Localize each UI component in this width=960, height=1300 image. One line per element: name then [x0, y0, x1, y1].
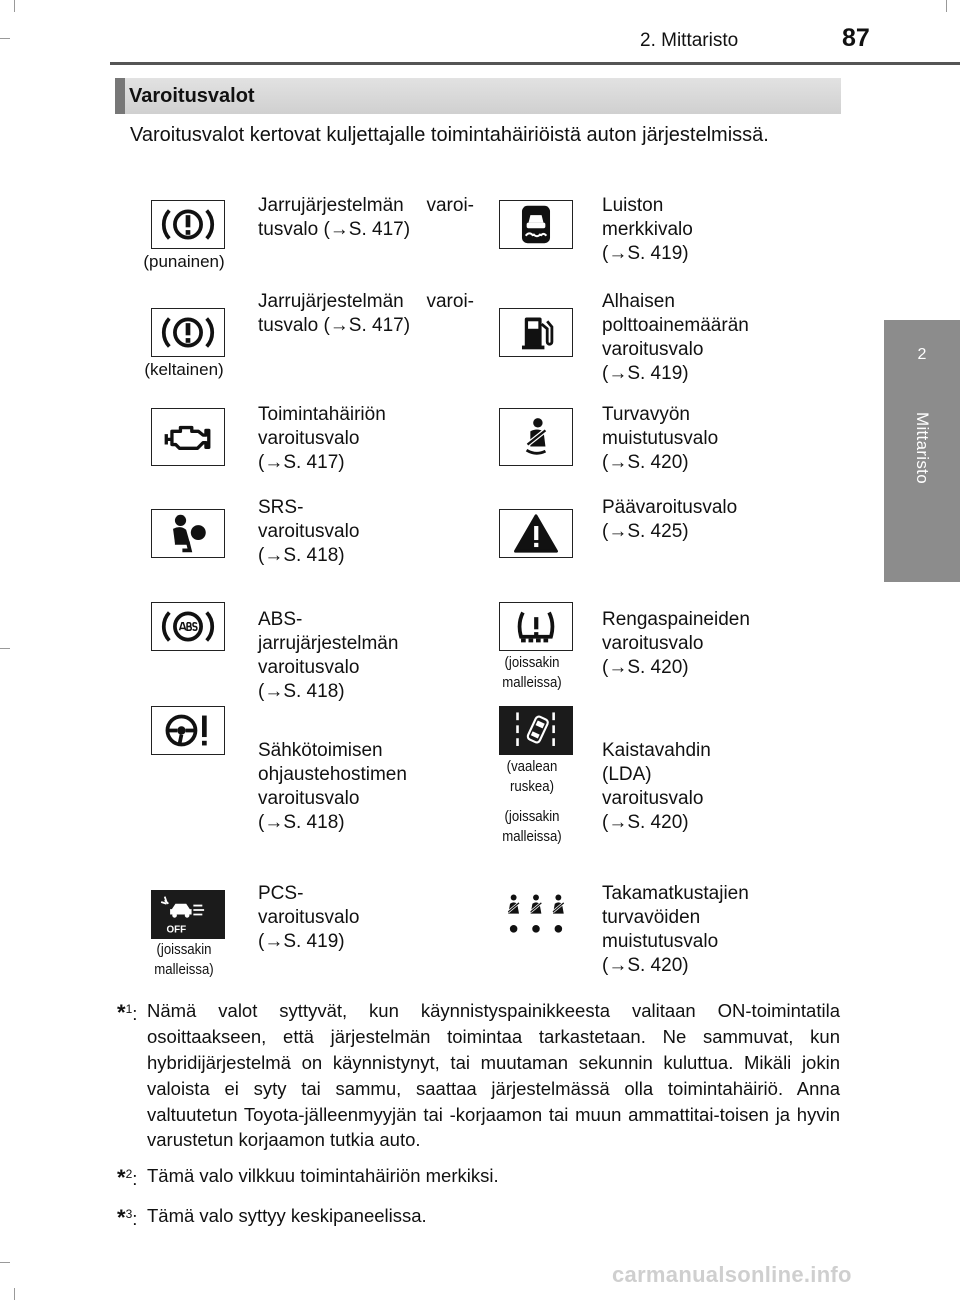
description-line: (→S. 418): [258, 545, 345, 567]
description-line: tusvalo (→S. 417): [258, 219, 411, 241]
description-line: varoitusvalo (→S. 420): [602, 633, 704, 679]
description-line: ABS-jarrujärjestelmän: [258, 609, 399, 655]
description-line: varoitusvalo (→S. 417): [258, 428, 360, 474]
description-line: Toimintahäiriön: [258, 404, 386, 425]
crop-mark: [14, 1288, 15, 1300]
indicator-description: [602, 608, 750, 680]
crop-mark: [0, 38, 10, 39]
intro-text: Varoitusvalot kertovat kuljettajalle toimintahäiriöistä auton järjestelmissä.: [130, 124, 769, 146]
description-line: muistutusvalo (→S. 420): [602, 931, 719, 977]
indicator-note: (keltainen): [144, 360, 224, 379]
description-line: varoitusvalo (→S. 420): [602, 788, 704, 834]
description-line: Alhaisen: [602, 291, 675, 312]
footnote-3: [117, 1203, 840, 1229]
indicator-description: [258, 882, 359, 954]
master-warning-icon: [499, 509, 573, 558]
chapter-tab: [884, 320, 960, 582]
indicator-description: [258, 608, 398, 705]
description-line: (→S. 419): [258, 931, 345, 953]
description-line: turvavöiden: [602, 907, 701, 929]
indicator-description: [602, 403, 718, 475]
brake-warning-icon: [151, 308, 225, 357]
indicator-note: (punainen): [143, 252, 225, 271]
tire-pressure-icon: [499, 602, 573, 651]
description-line: Jarrujärjestelmän varoi-: [258, 291, 474, 312]
footnote-marker: *$^3$:: [117, 1205, 138, 1230]
description-line: ohjaustehostimen: [258, 764, 407, 786]
section-heading: [115, 78, 841, 114]
crop-mark: [946, 0, 947, 12]
indicator-description: [258, 496, 359, 568]
engine-check-icon: [151, 408, 225, 466]
footnote-text: Nämä valot syttyvät, kun käynnistyspainikkeesta valitaan ON-toimintatila osoittaakseen, että järjestelmän toimintaa tarkastetaan. Ne sammuvat, kun hybridijärjestelmä on käynnistynyt, tai muutaman sekunnin kuluttua. Mikäli jokin valoista ei syty tai sammu, saattaa järjestelmässä olla toimintahäiriö. Anna valtuutetun Toyota-jälleenmyyjän tai -korjaamon tai muun ammattitai-toisen ja hyvin varustetun korjaamon tutkia auto.: [147, 1000, 840, 1151]
description-line: varoitusvalo (→S. 418): [258, 657, 360, 703]
description-line: Turvavyön: [602, 404, 690, 425]
chapter-number: 2: [917, 346, 927, 363]
lane-departure-icon: [499, 706, 573, 755]
slip-indicator-icon: [499, 200, 573, 249]
description-line: Kaistavahdin (LDA): [602, 740, 711, 786]
seatbelt-icon: [499, 408, 573, 466]
srs-airbag-icon: [151, 509, 225, 558]
section-title: Varoitusvalot: [129, 85, 255, 107]
indicator-description: [602, 496, 737, 544]
description-line: Jarrujärjestelmän varoi-: [258, 195, 474, 216]
description-line: varoitusvalo (→S. 419): [602, 339, 704, 385]
page-number: 87: [842, 24, 870, 52]
indicator-description: [602, 882, 749, 979]
crop-mark: [0, 648, 10, 649]
indicator-description: [258, 403, 386, 475]
description-line: tusvalo (→S. 417): [258, 315, 411, 337]
footnote-2: [117, 1163, 840, 1189]
abs-icon: [151, 602, 225, 651]
description-line: Takamatkustajien: [602, 883, 749, 904]
indicator-note: (joissakin malleissa): [502, 654, 562, 691]
indicator-description: [602, 739, 711, 836]
description-line: varoitusvalo (→S. 418): [258, 788, 360, 834]
description-line: Sähkötoimisen: [258, 740, 383, 761]
indicator-description: [258, 194, 474, 242]
header-rule: [110, 62, 960, 65]
indicator-description: [258, 290, 474, 338]
description-line: (→S. 425): [602, 521, 689, 543]
watermark: carmanualsonline.info: [612, 1262, 852, 1287]
footnote-marker: *$^1$:: [117, 1000, 138, 1025]
pcs-off-icon: [151, 890, 225, 939]
description-line: PCS-varoitusvalo: [258, 883, 360, 929]
crop-mark: [14, 0, 15, 12]
description-line: Rengaspaineiden: [602, 609, 750, 630]
indicator-description: [602, 290, 749, 387]
rear-seatbelt-icon: [499, 890, 573, 939]
description-line: polttoainemäärän: [602, 315, 749, 337]
description-line: Luiston merkkivalo: [602, 195, 693, 241]
indicator-description: [602, 194, 693, 266]
indicator-description: [258, 739, 407, 836]
footnote-1: [117, 998, 840, 1153]
indicator-note: (vaalean ruskea): [506, 758, 558, 795]
fuel-pump-icon: [499, 308, 573, 357]
power-steering-icon: [151, 706, 225, 755]
brake-warning-icon: [151, 200, 225, 249]
crop-mark: [0, 1262, 10, 1263]
footnote-text: Tämä valo vilkkuu toimintahäiriön merkiksi.: [147, 1165, 499, 1186]
footnote-text: Tämä valo syttyy keskipaneelissa.: [147, 1205, 427, 1226]
description-line: (→S. 419): [602, 243, 689, 265]
chapter-label: Mittaristo: [913, 412, 932, 484]
indicator-note: (joissakin malleissa): [154, 941, 214, 978]
description-line: SRS-varoitusvalo: [258, 497, 360, 543]
header-section-title: 2. Mittaristo: [640, 30, 739, 51]
footnote-marker: *$^2$:: [117, 1165, 138, 1190]
pcs-off-label: OFF: [166, 924, 187, 936]
description-line: muistutusvalo (→S. 420): [602, 428, 719, 474]
indicator-note: (joissakin malleissa): [502, 808, 562, 845]
description-line: Päävaroitusvalo: [602, 497, 738, 518]
